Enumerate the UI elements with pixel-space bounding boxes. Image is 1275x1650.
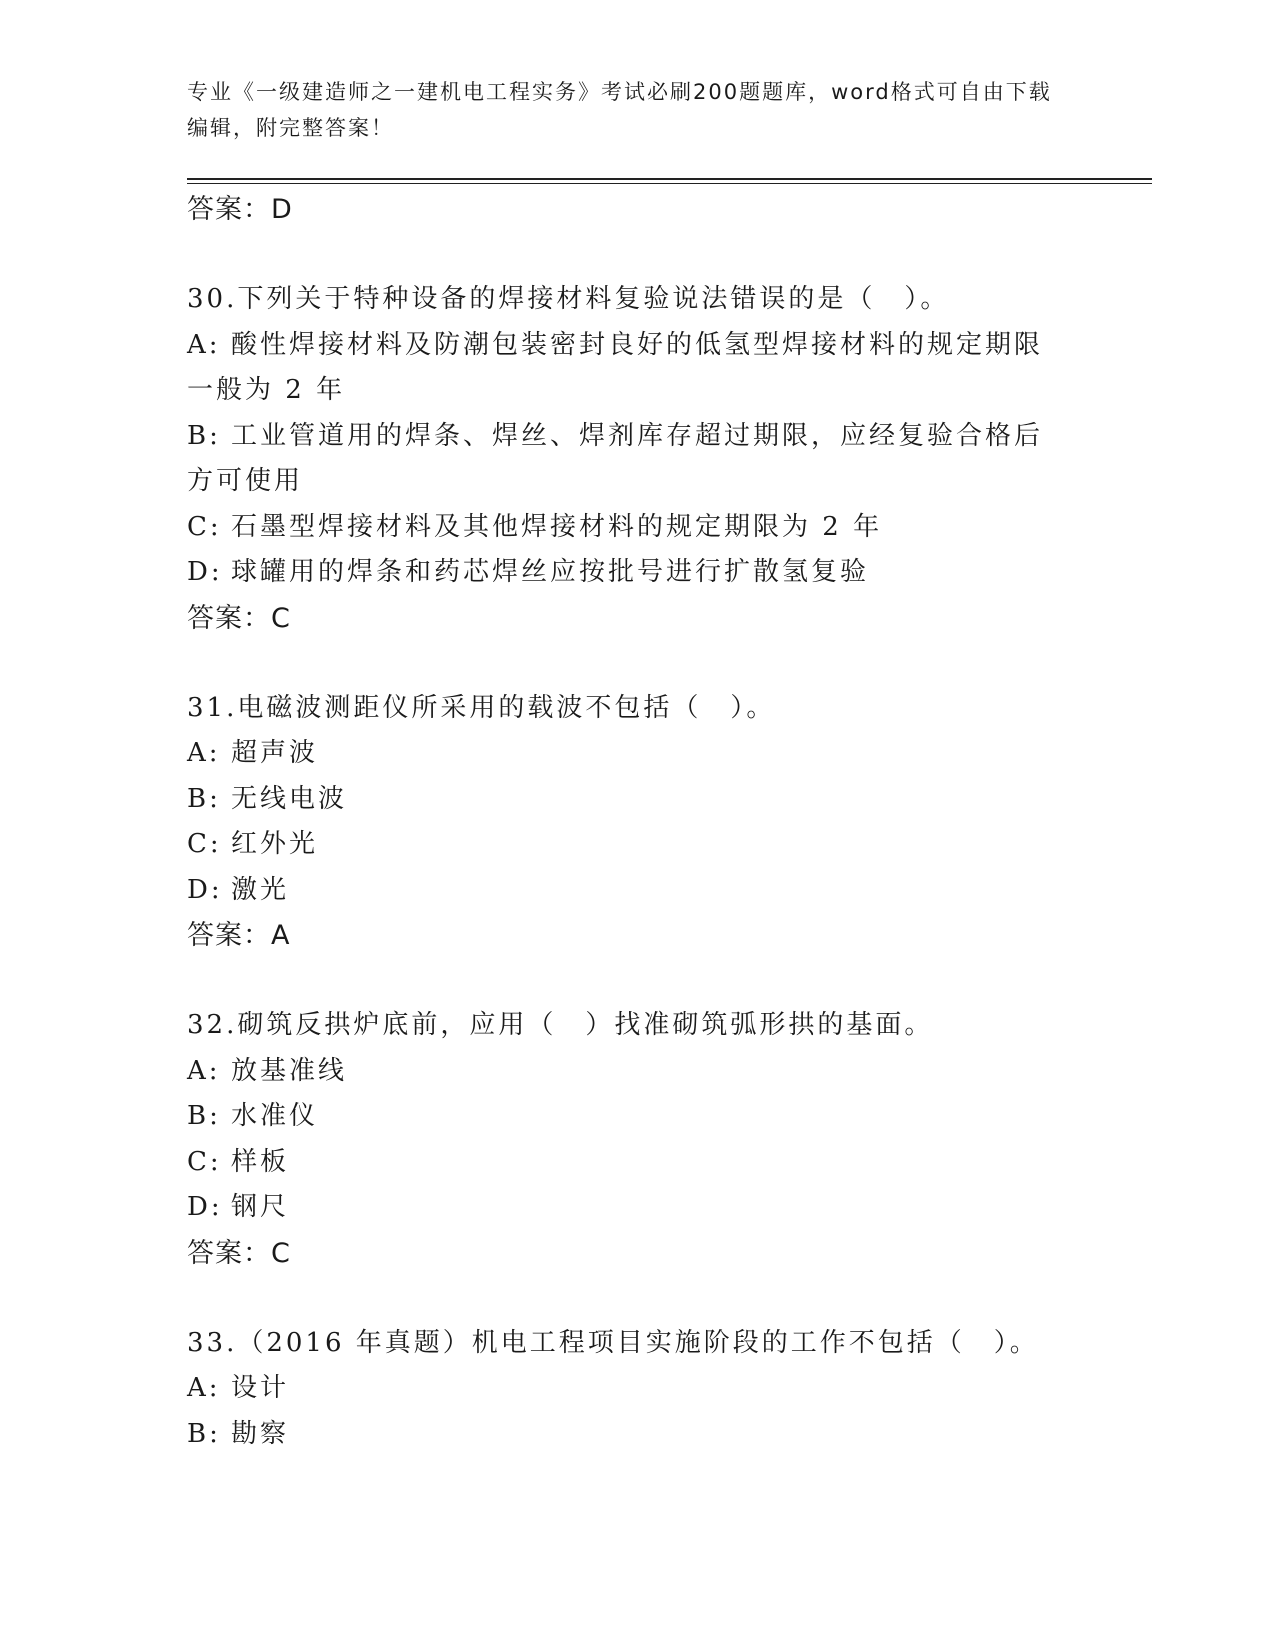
option-a <box>187 1366 1087 1412</box>
option-letter: D: <box>187 557 223 587</box>
option-letter: A: <box>187 329 221 360</box>
question-list <box>187 187 1087 1457</box>
question-block <box>187 277 1087 642</box>
option-d <box>187 1185 1087 1231</box>
option-letter: B: <box>187 1101 221 1131</box>
answer-line: 答案：D <box>187 194 293 225</box>
option-text: 样板 <box>231 1146 290 1177</box>
option-text: 酸性焊接材料及防潮包装密封良好的低氢型焊接材料的规定期限一般为 2 年 <box>187 329 1044 405</box>
document-header: 专业《一级建造师之一建机电工程实务》考试必刷200题题库，word格式可自由下载编辑，附完整答案！ <box>187 80 1052 140</box>
header-divider-thin <box>187 183 1152 184</box>
question-block <box>187 686 1087 960</box>
option-letter: B: <box>187 1418 221 1449</box>
option-b <box>187 777 1087 823</box>
option-c <box>187 1140 1087 1186</box>
option-letter: B: <box>187 420 221 451</box>
option-text: 钢尺 <box>231 1192 290 1222</box>
option-text: 放基准线 <box>231 1055 348 1086</box>
answer-line: 答案：A <box>187 920 291 951</box>
question-text: 32.砌筑反拱炉底前，应用（ ）找准砌筑弧形拱的基面。 <box>187 1010 934 1040</box>
option-text: 设计 <box>231 1373 290 1403</box>
question-block <box>187 1321 1087 1458</box>
question-text: 30.下列关于特种设备的焊接材料复验说法错误的是（ ）。 <box>187 284 950 314</box>
option-text: 水准仪 <box>231 1101 319 1131</box>
option-d <box>187 550 1087 596</box>
option-text: 工业管道用的焊条、焊丝、焊剂库存超过期限，应经复验合格后方可使用 <box>187 420 1044 496</box>
option-a <box>187 323 1067 414</box>
option-letter: B: <box>187 783 221 814</box>
answer-line: 答案：C <box>187 602 291 634</box>
answer-line: 答案：C <box>187 1237 291 1269</box>
option-letter: D: <box>187 874 223 905</box>
option-text: 红外光 <box>231 829 319 859</box>
option-letter: A: <box>187 1373 221 1403</box>
option-b <box>187 1412 1087 1458</box>
option-letter: A: <box>187 738 221 768</box>
option-letter: A: <box>187 1055 221 1086</box>
option-text: 球罐用的焊条和药芯焊丝应按批号进行扩散氢复验 <box>231 557 870 587</box>
option-d <box>187 868 1087 914</box>
question-block <box>187 1003 1087 1277</box>
option-text: 勘察 <box>231 1418 290 1449</box>
option-b <box>187 1094 1087 1140</box>
option-text: 超声波 <box>231 738 319 768</box>
option-text: 石墨型焊接材料及其他焊接材料的规定期限为 2 年 <box>231 511 883 542</box>
option-a <box>187 731 1087 777</box>
question-text: 33.（2016 年真题）机电工程项目实施阶段的工作不包括（ ）。 <box>187 1327 1039 1358</box>
option-b <box>187 414 1067 505</box>
option-a <box>187 1049 1087 1095</box>
option-letter: C: <box>187 829 222 859</box>
header-divider <box>187 178 1152 180</box>
option-text: 激光 <box>231 874 290 905</box>
option-letter: C: <box>187 511 222 542</box>
question-text: 31.电磁波测距仪所采用的载波不包括（ ）。 <box>187 692 776 723</box>
option-letter: D: <box>187 1192 223 1222</box>
option-c <box>187 822 1087 868</box>
option-c <box>187 505 1087 551</box>
option-letter: C: <box>187 1146 222 1177</box>
option-text: 无线电波 <box>231 783 348 814</box>
